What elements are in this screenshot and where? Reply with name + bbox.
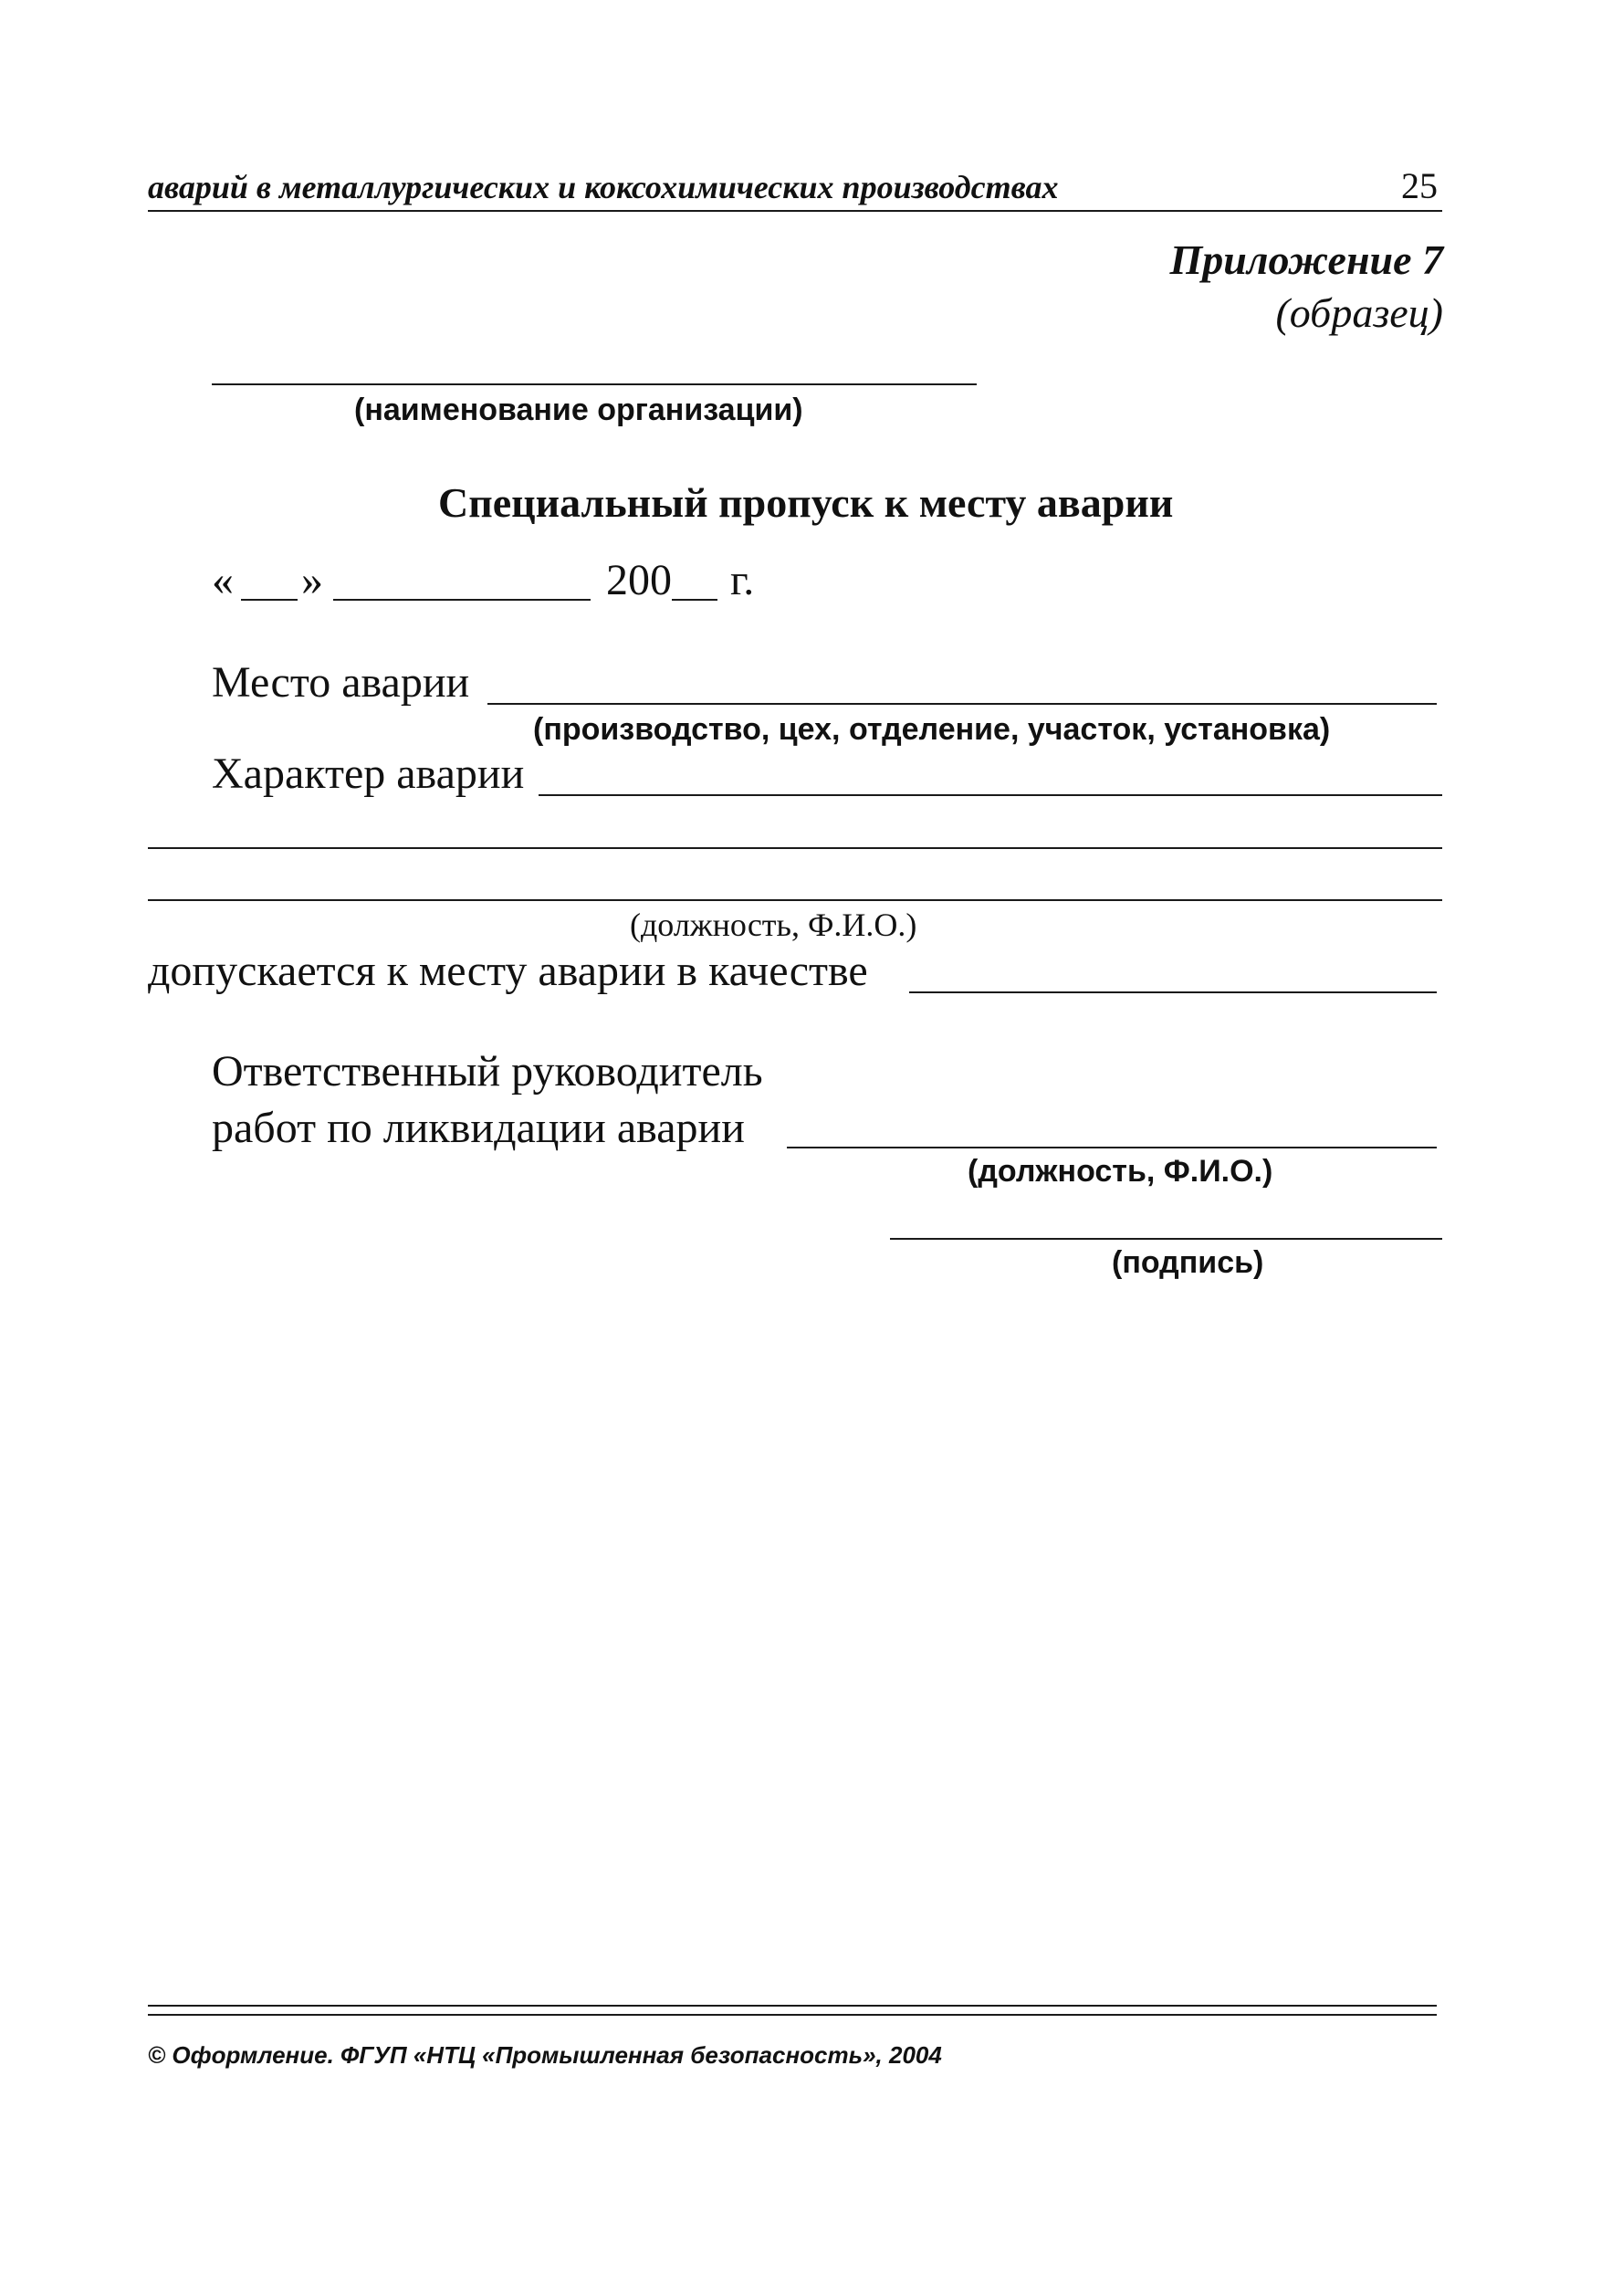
place-field[interactable]: [487, 703, 1437, 705]
signature-caption: (подпись): [1112, 1245, 1264, 1280]
admitted-label: допускается к месту аварии в качестве: [148, 947, 868, 995]
organization-name-field[interactable]: [212, 383, 977, 385]
place-caption: (производство, цех, отделение, участок, установка): [533, 712, 1331, 747]
manager-field[interactable]: [787, 1147, 1437, 1148]
date-close-quote: »: [301, 556, 323, 604]
footer-copyright: © Оформление. ФГУП «НТЦ «Промышленная безопасность», 2004: [148, 2041, 942, 2069]
manager-label-line2: работ по ликвидации аварии: [212, 1104, 745, 1152]
date-open-quote: «: [212, 556, 234, 604]
person-caption: (должность, Ф.И.О.): [630, 907, 917, 943]
manager-label-line1: Ответственный руководитель: [212, 1047, 763, 1096]
nature-field[interactable]: [539, 794, 1442, 796]
appendix-sample-note: (образец): [1275, 289, 1443, 336]
manager-caption: (должность, Ф.И.О.): [968, 1154, 1273, 1189]
form-title: Специальный пропуск к месту аварии: [438, 479, 1174, 526]
header-rule: [148, 210, 1442, 212]
date-year-prefix: 200: [606, 556, 672, 604]
footer-rule-2: [148, 2014, 1437, 2016]
footer-rule-1: [148, 2005, 1437, 2007]
signature-field[interactable]: [890, 1238, 1442, 1240]
page-number: 25: [1401, 165, 1438, 206]
running-header: аварий в металлургических и коксохимических производствах: [148, 169, 1059, 205]
date-year-suffix: г.: [730, 556, 755, 604]
date-day-field[interactable]: [241, 599, 298, 601]
admitted-role-field[interactable]: [909, 991, 1437, 993]
place-label: Место аварии: [212, 658, 470, 707]
date-month-field[interactable]: [333, 599, 591, 601]
appendix-label: Приложение 7: [1169, 236, 1443, 283]
organization-caption: (наименование организации): [354, 393, 803, 427]
nature-label: Характер аварии: [212, 750, 525, 798]
person-field[interactable]: [148, 899, 1442, 901]
date-year-field[interactable]: [672, 599, 717, 601]
blank-line-1[interactable]: [148, 847, 1442, 849]
